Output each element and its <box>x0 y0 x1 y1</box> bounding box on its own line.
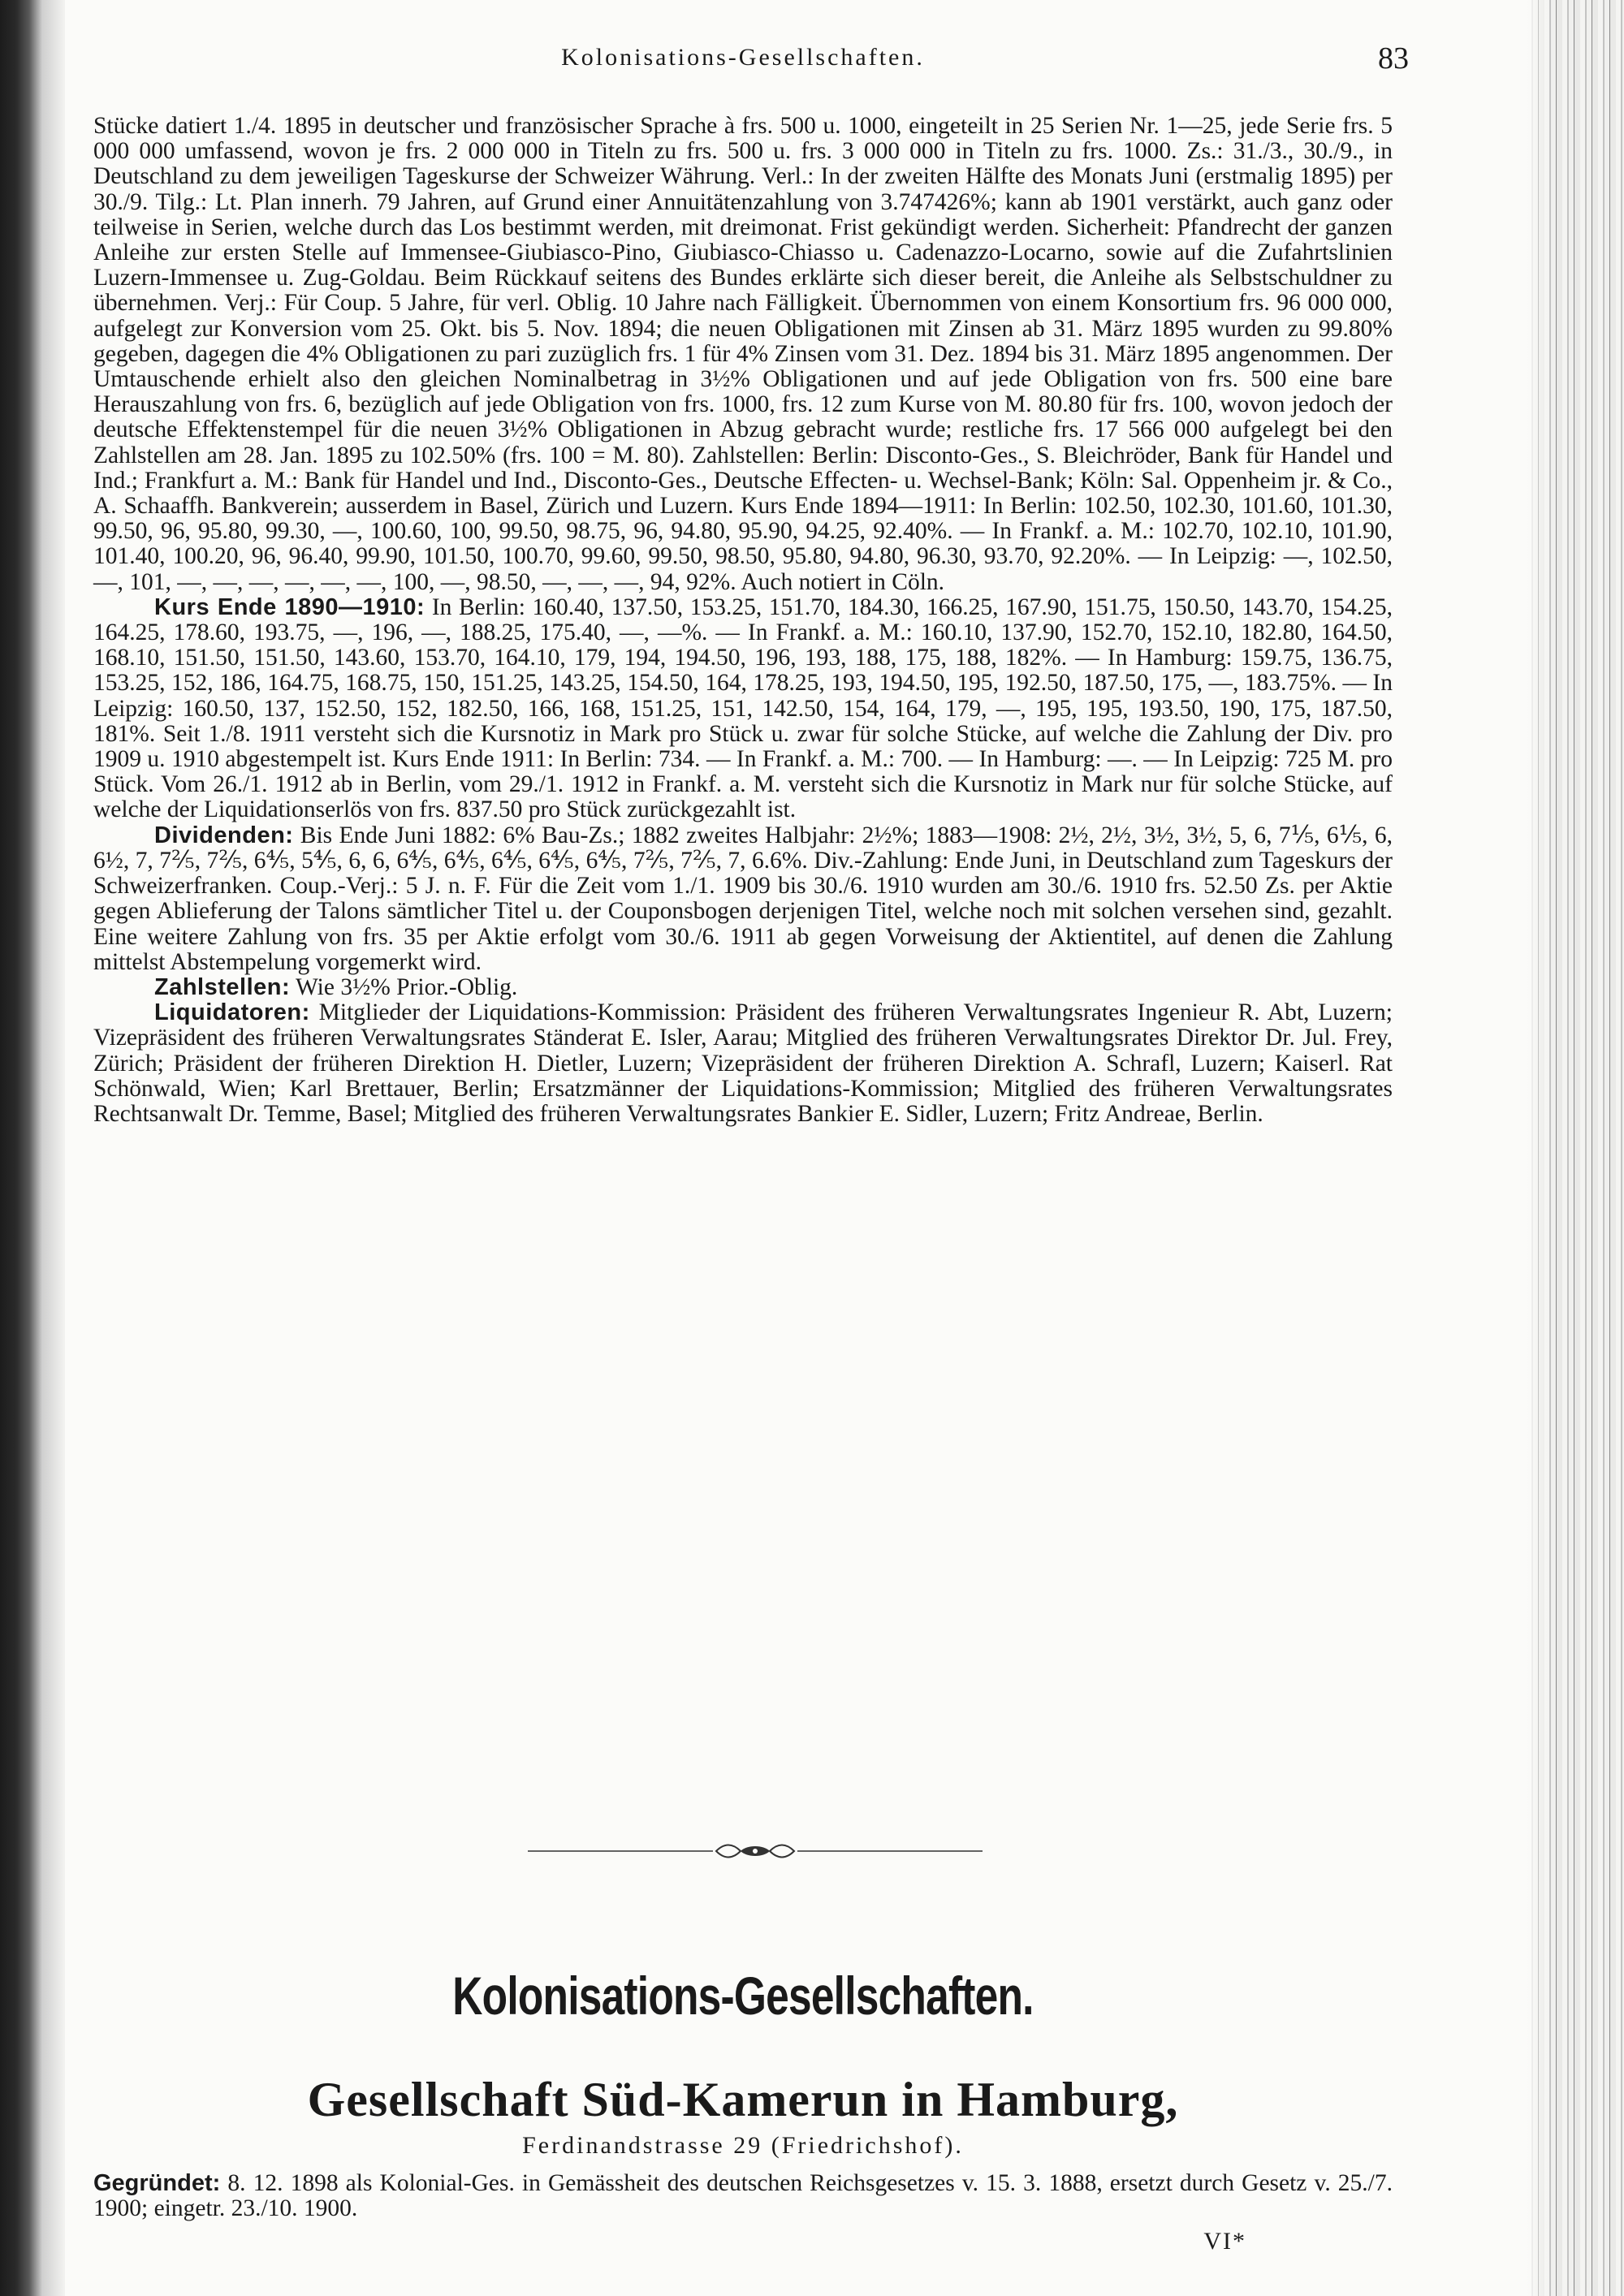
body-text <box>93 114 1393 1127</box>
founding-entry <box>93 2171 1393 2221</box>
liquidators-label: Liquidatoren: <box>154 999 310 1026</box>
book-binding-shadow <box>0 0 65 2296</box>
page-number: 83 <box>1378 41 1409 76</box>
section-title: Kolonisations-Gesellschaften. <box>452 1966 1034 2026</box>
founding-label: Gegründet: <box>93 2170 221 2196</box>
founding-text: 8. 12. 1898 als Kolonial-Ges. in Gemässheit des deutschen Reichsgesetzes v. 15. 3. 1888, ersetzt durch Gesetz v. 25./7. 1900; eingetr. 23./10. 1900. <box>93 2170 1393 2222</box>
company-address: Ferdinandstrasse 29 (Friedrichshof). <box>522 2132 964 2159</box>
fleuron-divider-icon <box>528 1841 983 1861</box>
paying-agents-label: Zahlstellen: <box>154 973 291 1000</box>
page-edge-stack <box>1527 0 1624 2296</box>
dividends-text: Bis Ende Juni 1882: 6% Bau-Zs.; 1882 zweites Halbjahr: 2½%; 1883—1908: 2½, 2½, 3½, 3½, 5, 6, 7⅕, 6⅕, 6, 6½, 7, 7⅖, 7⅖, 6⅘, 5⅘, 6, 6, 6⅘, 6⅘, 6⅘, 6⅘, 6⅘, 7⅖, 7⅖, 7, 6.6%. Div.-Zahlung: Ende Juni, in Deutschland zum Tageskurs der Schweizerfranken. Coup.-Verj.: 5 J. n. F. Für die Zeit vom 1./1. 1909 bis 30./6. 1910 wurden am 30./6. 1910 frs. 52.50 Zs. per Aktie gegen Ablieferung der Talons sämtlicher Titel u. der Couponsbogen derjenigen Titel, welche noch mit solchen versehen sind, gezahlt. Eine weitere Zahlung von frs. 35 per Aktie erfolgt vom 30./6. 1911 ab gegen Vorweisung der Aktientitel, auf denen die Zahlung mittelst Abstempelung vorgemerkt wird. <box>93 822 1393 975</box>
dividends-label: Dividenden: <box>154 822 294 848</box>
running-head <box>93 36 1409 76</box>
signature-mark: VI* <box>1203 2228 1246 2255</box>
share-prices-label: Kurs Ende 1890—1910: <box>154 593 425 620</box>
running-head-title: Kolonisations-Gesellschaften. <box>561 44 925 71</box>
book-page <box>93 32 1409 2273</box>
paragraph-liquidators <box>93 1000 1393 1127</box>
share-prices-text: In Berlin: 160.40, 137.50, 153.25, 151.70, 184.30, 166.25, 167.90, 151.75, 150.50, 143.70, 154.25, 164.25, 178.60, 193.75, —, 196, —, 188.25, 175.40, —, —%. — In Frankf. a. M.: 160.10, 137.90, 152.70, 152.10, 182.80, 164.50, 168.10, 151.50, 151.50, 143.60, 153.70, 164.10, 179, 194, 194.50, 196, 193, 188, 175, 188, 182%. — In Hamburg: 159.75, 136.75, 153.25, 152, 186, 164.75, 168.75, 150, 151.25, 143.25, 154.50, 164, 178.25, 193, 194.50, 195, 192.50, 187.50, 175, —, 183.75%. — In Leipzig: 160.50, 137, 152.50, 152, 182.50, 166, 168, 151.25, 151, 142.50, 154, 164, 179, —, 195, 195, 193.50, 190, 175, 187.50, 181%. Seit 1./8. 1911 versteht sich die Kursnotiz in Mark pro Stück u. zwar für solche Stücke, auf welche die Zahlung der Div. pro 1909 u. 1910 abgestempelt ist. Kurs Ende 1911: In Berlin: 734. — In Frankf. a. M.: 700. — In Hamburg: —. — In Leipzig: 725 M. pro Stück. Vom 26./1. 1912 ab in Berlin, vom 29./1. 1912 in Frankf. a. M. versteht sich die Kursnotiz in Mark nur für solche Stücke, auf welche der Liquidationserlös von frs. 837.50 pro Stück zurückgezahlt ist. <box>93 593 1393 823</box>
company-name: Gesellschaft Süd-Kamerun in Hamburg, <box>307 2073 1179 2126</box>
paragraph-paying-agents <box>93 975 1393 1000</box>
paying-agents-text: Wie 3½% Prior.-Oblig. <box>290 973 518 1000</box>
paragraph-share-prices <box>93 595 1393 823</box>
paragraph-dividends <box>93 823 1393 975</box>
liquidators-text: Mitglieder der Liquidations-Kommission: Präsident des früheren Verwaltungsrates Ingenieur R. Abt, Luzern; Vizepräsident des früheren Verwaltungsrates Ständerat E. Isler, Aarau; Mitglied des früheren Verwaltungsrates Direktor Dr. Jul. Frey, Zürich; Präsident der früheren Direktion H. Dietler, Luzern; Vizepräsident der früheren Direktion A. Schrafl, Luzern; Kaiserl. Rat Schönwald, Wien; Karl Brettauer, Berlin; Ersatzmänner der Liquidations-Kommission; Mitglied des früheren Verwaltungsrates Rechtsanwalt Dr. Temme, Basel; Mitglied des früheren Verwaltungsrates Bankier E. Sidler, Luzern; Fritz Andreae, Berlin. <box>93 999 1393 1127</box>
paragraph-bond-details: Stücke datiert 1./4. 1895 in deutscher und französischer Sprache à frs. 500 u. 1000, eingeteilt in 25 Serien Nr. 1—25, jede Serie frs. 5 000 000 umfassend, wovon je frs. 2 000 000 in Titeln zu frs. 500 u. frs. 3 000 000 in Titeln zu frs. 1000. Zs.: 31./3., 30./9., in Deutschland zu dem jeweiligen Tageskurse der Schweizer Währung. Verl.: In der zweiten Hälfte des Monats Juni (erstmalig 1895) per 30./9. Tilg.: Lt. Plan innerh. 79 Jahren, auf Grund einer Annuitätenzahlung von 3.747426%; kann ab 1901 verstärkt, auch ganz oder teilweise in Serien, welche durch das Los bestimmt werden, mit dreimonat. Frist gekündigt werden. Sicherheit: Pfandrecht der ganzen Anleihe zur ersten Stelle auf Immensee-Giubiasco-Pino, Giubiasco-Chiasso u. Cadenazzo-Locarno, sowie auf die Zufahrtslinien Luzern-Immensee u. Zug-Goldau. Beim Rückkauf seitens des Bundes erklärte sich dieser bereit, die Anleihe als Selbstschuldner zu übernehmen. Verj.: Für Coup. 5 Jahre, für verl. Oblig. 10 Jahre nach Fälligkeit. Übernommen von einem Konsortium frs. 96 000 000, aufgelegt zur Konversion vom 25. Okt. bis 5. Nov. 1894; die neuen Obligationen mit Zinsen ab 31. März 1895 wurden zu 99.80% gegeben, dagegen die 4% Obligationen zu pari zuzüglich frs. 1 für 4% Zinsen vom 31. Dez. 1894 bis 31. März 1895 angenommen. Der Umtauschende erhielt also den gleichen Nominalbetrag in 3½% Obligationen und auf jede Obligation von frs. 500 eine bare Herauszahlung von frs. 6, bezüglich auf jede Obligation von frs. 1000, frs. 12 zum Kurse von M. 80.80 für frs. 100, wovon jedoch der deutsche Effektenstempel für die neuen 3½% Obligationen in Abzug gebracht wurde; restliche frs. 17 566 000 aufgelegt bei den Zahlstellen am 28. Jan. 1895 zu 102.50% (frs. 100 = M. 80). Zahlstellen: Berlin: Disconto-Ges., S. Bleichröder, Bank für Handel und Ind.; Frankfurt a. M.: Bank für Handel und Ind., Disconto-Ges., Deutsche Effecten- u. Wechsel-Bank; Köln: Sal. Oppenheim jr. & Co., A. Schaaffh. Bankverein; ausserdem in Basel, Zürich und Luzern. Kurs Ende 1894—1911: In Berlin: 102.50, 102.30, 101.60, 101.30, 99.50, 96, 95.80, 99.30, —, 100.60, 100, 99.50, 98.75, 96, 94.80, 95.90, 94.25, 92.40%. — In Frankf. a. M.: 102.70, 102.10, 101.90, 101.40, 100.20, 96, 96.40, 99.90, 101.50, 100.70, 99.60, 99.50, 98.50, 95.80, 94.80, 96.30, 93.70, 92.20%. — In Leipzig: —, 102.50, —, 101, —, —, —, —, —, —, 100, —, 98.50, —, —, —, 94, 92%. Auch notiert in Cöln. <box>93 113 1393 595</box>
